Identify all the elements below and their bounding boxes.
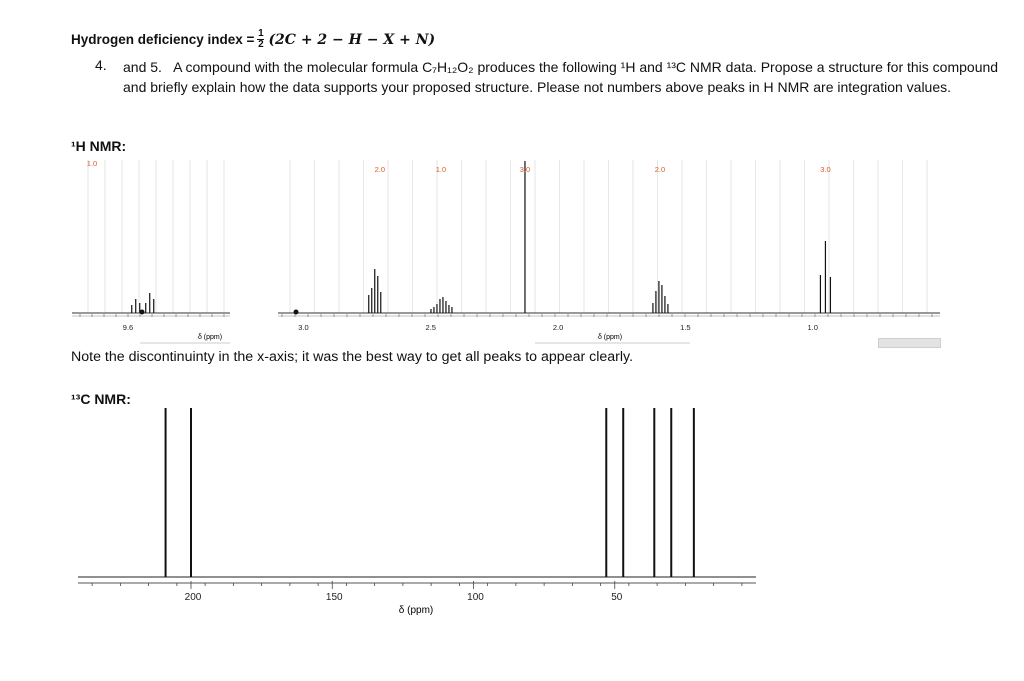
hdi-fraction xyxy=(257,29,264,50)
question-body: A compound with the molecular formula C₇H₁₂O₂ produces the following ¹H and ¹³C NMR data. Propose a structure for this compound and briefly explain how the data supports your proposed structure. Please not numbers above peaks in H NMR are integration values. xyxy=(123,59,999,95)
c-nmr-title: ¹³C NMR: xyxy=(71,391,131,407)
h-nmr-tick-label: 2.0 xyxy=(552,323,564,332)
h-nmr-integrations xyxy=(87,159,831,174)
c-nmr-tick-label: 100 xyxy=(467,592,484,603)
c-nmr-tick-label: 150 xyxy=(325,592,343,603)
h-nmr-tick-labels xyxy=(123,323,818,332)
hdi-label: Hydrogen deficiency index = xyxy=(71,32,255,47)
c-nmr-tick-label: 50 xyxy=(611,592,623,603)
fraction-denominator: 2 xyxy=(258,39,264,50)
integration-label: 1.0 xyxy=(86,159,98,168)
hdi-formula xyxy=(71,29,435,50)
h-nmr-tick-label: 3.0 xyxy=(298,323,309,332)
c-nmr-tick-label: 200 xyxy=(184,592,202,603)
integration-label: 2.0 xyxy=(654,165,666,174)
axis-note: Note the discontinuinty in the x-axis; it was the best way to get all peaks to appear clearly. xyxy=(71,349,634,365)
c-nmr-spectrum xyxy=(0,400,1024,630)
c-nmr-axes xyxy=(78,577,756,589)
integration-label: 3.0 xyxy=(820,165,831,174)
c-nmr-peaks xyxy=(166,408,694,577)
integration-label: 3.0 xyxy=(519,165,531,174)
h-nmr-peaks xyxy=(132,161,831,313)
hdi-expression: (2C + 2 − H − X + N) xyxy=(268,31,436,48)
integration-label: 1.0 xyxy=(435,165,447,174)
h-nmr-tick-label: 1.0 xyxy=(807,323,818,332)
h-nmr-spectrum xyxy=(0,150,1024,350)
h-nmr-xlabel-left: δ (ppm) xyxy=(197,334,223,341)
c-nmr-tick-labels xyxy=(185,592,623,603)
integration-label: 2.0 xyxy=(374,165,386,174)
h-nmr-tick-label: 9.6 xyxy=(122,323,134,332)
h-nmr-tick-label: 2.5 xyxy=(425,323,436,332)
h-nmr-title: ¹H NMR: xyxy=(71,138,127,154)
fraction-numerator: 1 xyxy=(258,28,264,39)
discontinuity-dot xyxy=(294,310,299,315)
h-nmr-grid xyxy=(88,160,927,313)
scroll-placeholder xyxy=(878,338,941,348)
c-nmr-xlabel: δ (ppm) xyxy=(398,605,434,616)
h-nmr-tick-label: 1.5 xyxy=(680,323,691,332)
question-number: 4. xyxy=(95,57,107,73)
h-nmr-xlabel-right: δ (ppm) xyxy=(597,334,623,341)
question-lead: and 5. xyxy=(123,59,162,75)
question-text xyxy=(123,57,1003,97)
